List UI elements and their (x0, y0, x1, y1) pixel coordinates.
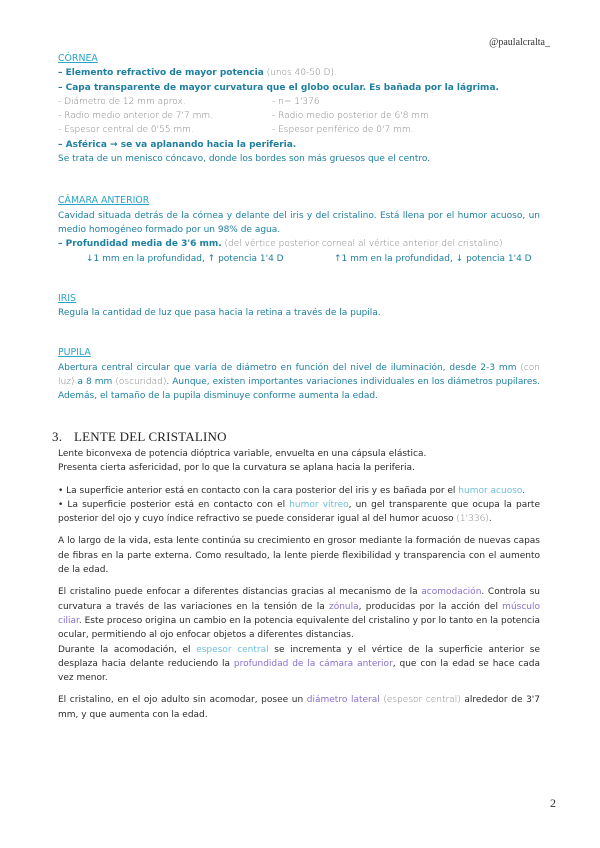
lente-p4 (58, 585, 540, 642)
lente-p6-diametro-lateral: diámetro lateral (306, 695, 380, 706)
cornea-central-thickness: - Espesor central de 0'55 mm. (58, 125, 194, 136)
lente-p1: Lente biconvexa de potencia dióptrica variable, envuelta en una cápsula elástica. (58, 448, 427, 459)
cornea-line-3: – Asférica → se va aplanando hacia la periferia. (58, 139, 297, 150)
cornea-row-3 (58, 123, 540, 137)
lente-p3: A lo largo de la vida, esta lente continúa su crecimiento en grosor mediante la formación de nuevas capas de fibras en la parte externa. Como resultado, la lente pierde flexibilidad y transparencia con el aumento de la edad. (58, 536, 540, 576)
pupila-paragraph (58, 361, 540, 404)
pupila-text-e: . Aunque, existen importantes variaciones individuales en los diámetros pupilares. Además, el tamaño de la pupila disminuye conforme aumenta la edad. (58, 377, 541, 402)
lente-p5 (58, 643, 540, 686)
iris-text: Regula la cantidad de luz que pasa hacia la retina a través de la pupila. (58, 308, 381, 319)
section-cornea (58, 52, 540, 166)
lente-p6-note: (espesor central) (379, 695, 461, 706)
cornea-line-2: – Capa transparente de mayor curvatura que el globo ocular. Es bañada por la lágrima. (58, 82, 499, 93)
camara-paragraph: Cavidad situada detrás de la córnea y delante del iris y del cristalino. Está llena por el humor acuoso, un medio homogéneo formado por un 98% de agua. (58, 210, 540, 235)
cornea-anterior-radius: - Radio medio anterior de 7'7 mm. (58, 111, 213, 122)
lente-p5-profundidad: profundidad de la cámara anterior (233, 658, 393, 669)
pupila-note-dark: (oscuridad) (115, 377, 167, 388)
cornea-row-2 (58, 109, 540, 123)
cornea-index: - n= 1'376 (272, 96, 320, 107)
lente-heading (52, 430, 540, 444)
lente-bullet-2 (58, 498, 540, 527)
pupila-text-c: a 8 mm (74, 377, 116, 388)
lente-p4-e: , producidas por la acción del (358, 601, 503, 612)
lente-p4-musculo-ciliar: músculo ciliar (58, 601, 540, 626)
camara-depth-note: (del vértice posterior corneal al vértice anterior del cristalino) (221, 239, 503, 250)
lente-bullet-1 (58, 484, 540, 498)
lente-p6 (58, 693, 540, 722)
lente-p4-c: . Controla su curvatura a través de las variaciones en la tensión de la (58, 587, 540, 612)
lente-b1-a: • La superficie anterior está en contacto con la cara posterior del iris y es bañada por el (58, 485, 459, 496)
lente-p5-espesor-central: espesor central (196, 644, 269, 655)
camara-depth-line (58, 237, 540, 251)
cornea-diameter: - Diámetro de 12 mm aprox. (58, 96, 186, 107)
lente-b2-humor-vitreo: humor vítreo (289, 499, 349, 510)
lente-p5-e: , que con la edad se hace cada vez menor. (58, 658, 540, 684)
camara-arrows-row (58, 252, 540, 266)
page-content (52, 52, 541, 722)
section-pupila (58, 346, 540, 403)
lente-p5-a: Durante la acomodación, el (58, 644, 197, 655)
lente-b2-c: , un gel transparente que ocupa la parte posterior del ojo y cuyo índice refractivo se puede considerar igual al del humor acuoso (58, 499, 540, 525)
cornea-row-1 (58, 95, 540, 109)
page-number: 2 (550, 796, 556, 810)
lente-b2-a: • La superficie posterior está en contacto con el (58, 499, 290, 510)
iris-title: IRIS (58, 292, 76, 304)
author-handle: @paulalcralta_ (489, 37, 550, 48)
cornea-line-1-main: – Elemento refractivo de mayor potencia (58, 68, 264, 79)
lente-b1-c: . (522, 485, 526, 496)
camara-arrow-right: ↑1 mm en la profundidad, ↓ potencia 1'4 D (334, 253, 532, 264)
cornea-line-1 (58, 66, 540, 80)
lente-b2-e: . (488, 514, 492, 525)
lente-p6-d: alrededor de 3'7 mm, y que aumenta con la edad. (58, 695, 541, 720)
section-iris (58, 292, 540, 321)
pupila-text-a: Abertura central circular que varía de diámetro en función del nivel de iluminación, desde 2-3 mm (58, 362, 521, 373)
lente-p5-c: se incrementa y el vértice de la superficie anterior se desplaza hacia delante reduciendo la (58, 644, 541, 669)
pupila-note-light: (con luz) (58, 362, 540, 388)
lente-number: 3. (52, 428, 63, 444)
camara-depth-main: – Profundidad media de 3'6 mm. (58, 239, 222, 250)
lente-p6-a: El cristalino, en el ojo adulto sin acomodar, posee un (58, 695, 307, 706)
lente-p4-zonula: zónula (329, 601, 359, 612)
cornea-peripheral-thickness: - Espesor periférico de 0'7 mm. (272, 125, 414, 136)
lente-b1-humor-acuoso: humor acuoso (458, 485, 523, 496)
cornea-line-4: Se trata de un menisco cóncavo, donde los bordes son más gruesos que el centro. (58, 154, 431, 165)
section-camara-anterior (58, 194, 540, 265)
camara-arrow-left: ↓1 mm en la profundidad, ↑ potencia 1'4 D (86, 253, 284, 264)
cornea-posterior-radius: - Radio medio posterior de 6'8 mm. (272, 111, 432, 122)
cornea-line-1-note: (unos 40-50 D). (263, 68, 337, 79)
lente-p4-a: El cristalino puede enfocar a diferentes distancias gracias al mecanismo de la (58, 587, 422, 598)
lente-p4-acomodacion: acomodación (421, 587, 482, 598)
camara-title: CÁMARA ANTERIOR (58, 195, 150, 207)
lente-b2-index: (1'336) (456, 514, 489, 525)
lente-title: LENTE DEL CRISTALINO (74, 428, 227, 444)
lente-p2: Presenta cierta asfericidad, por lo que la curvatura se aplana hacia la periferia. (58, 463, 415, 474)
cornea-title: CÓRNEA (58, 53, 98, 64)
lente-p4-g: . Este proceso origina un cambio en la potencia equivalente del cristalino y por lo tanto en la potencia ocular, permitiendo al ojo enfocar objetos a diferentes distancias. (58, 615, 540, 641)
section-lente (52, 428, 541, 722)
pupila-title: PUPILA (58, 347, 91, 359)
